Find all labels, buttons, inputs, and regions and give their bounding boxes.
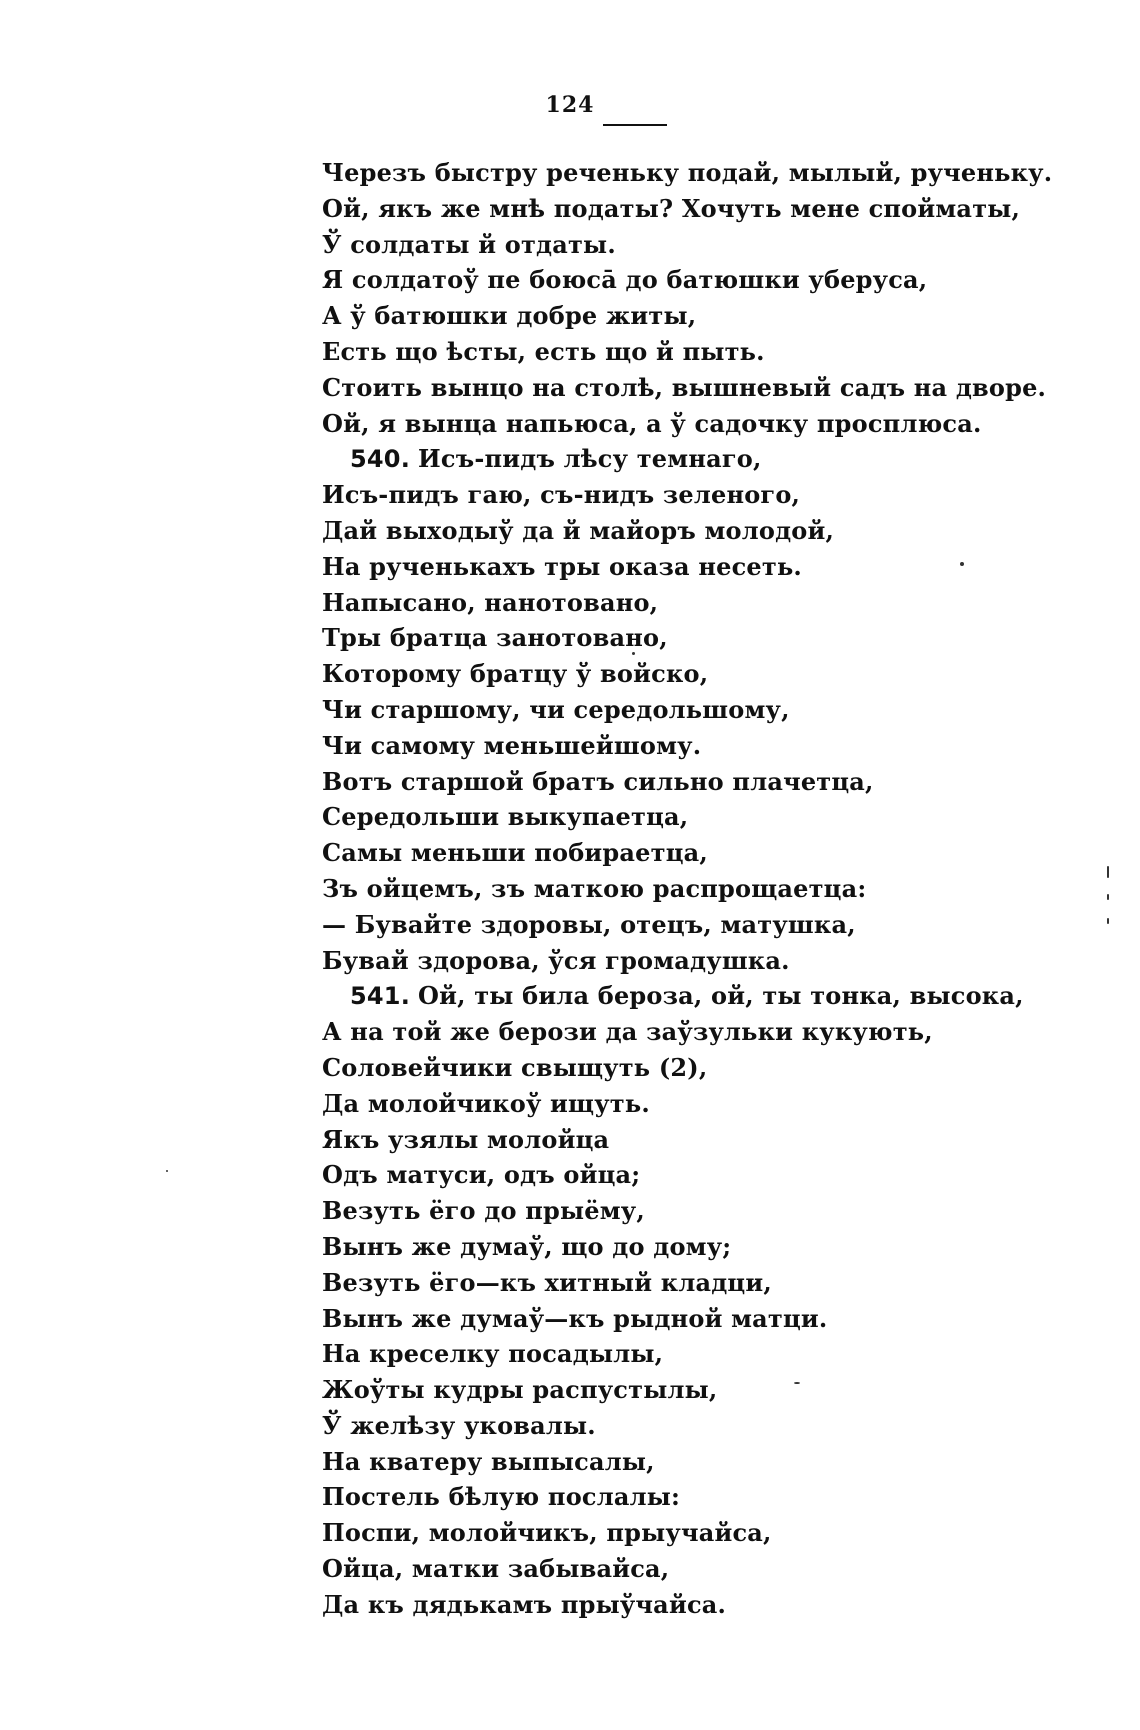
text-line bbox=[322, 1086, 1102, 1122]
text-line bbox=[322, 585, 1102, 621]
line-text: А на той же берози да заўзульки кукують, bbox=[322, 1017, 933, 1047]
text-line bbox=[322, 227, 1102, 263]
text-line bbox=[322, 1193, 1102, 1229]
line-text: Соловейчики свыщуть (2), bbox=[322, 1052, 708, 1082]
scan-speck bbox=[1107, 918, 1109, 924]
verse-number: 541. bbox=[350, 982, 411, 1011]
line-text: На креселку посадылы, bbox=[322, 1339, 664, 1369]
scan-speck bbox=[960, 562, 964, 566]
line-text: Дай выходыў да й майоръ молодой, bbox=[322, 515, 835, 545]
text-line bbox=[322, 1229, 1102, 1265]
line-text: Вынъ же думаў—къ рыдной матци. bbox=[322, 1303, 828, 1333]
scan-speck bbox=[794, 1382, 800, 1384]
text-line bbox=[322, 370, 1102, 406]
text-line bbox=[322, 835, 1102, 871]
line-text: Есть що ѣсты, есть що й пыть. bbox=[322, 336, 765, 366]
text-line bbox=[322, 1122, 1102, 1158]
text-line bbox=[322, 1050, 1102, 1086]
text-line bbox=[322, 692, 1102, 728]
line-text: А ў батюшки добре житы, bbox=[322, 301, 697, 331]
text-line bbox=[322, 1014, 1102, 1050]
text-line bbox=[322, 943, 1102, 979]
line-text: — Бувайте здоровы, отецъ, матушка, bbox=[322, 909, 856, 939]
line-text: Середольши выкупаетца, bbox=[322, 802, 689, 832]
page-number-underline bbox=[603, 124, 667, 126]
line-text: Исъ-пидъ лѣсу темнаго, bbox=[418, 444, 762, 474]
line-text: Вынъ же думаў, що до дому; bbox=[322, 1231, 732, 1261]
line-text: Стоить вынцо на столѣ, вышневый садъ на дворе. bbox=[322, 372, 1047, 402]
text-line bbox=[322, 1587, 1102, 1623]
line-text: Которому братцу ў войско, bbox=[322, 659, 709, 689]
line-text: Зъ ойцемъ, зъ маткою распрощаетца: bbox=[322, 873, 867, 903]
line-text: На рученькахъ тры оказа несеть. bbox=[322, 551, 802, 581]
line-text: Ой, ты била бероза, ой, ты тонка, высока, bbox=[418, 981, 1024, 1011]
line-text: Ой, я вынца напьюса, а ў садочку просплюса. bbox=[322, 408, 982, 438]
text-line bbox=[322, 513, 1102, 549]
line-text: Поспи, молойчикъ, прыучайса, bbox=[322, 1518, 772, 1548]
text-line bbox=[322, 298, 1102, 334]
text-line bbox=[322, 1265, 1102, 1301]
line-text: Ойца, матки забывайса, bbox=[322, 1554, 670, 1584]
line-text: Самы меньши побираетца, bbox=[322, 838, 708, 868]
line-text: Ў солдаты й отдаты. bbox=[322, 229, 616, 259]
text-line bbox=[322, 1372, 1102, 1408]
text-line bbox=[322, 1444, 1102, 1480]
line-text: Исъ-пидъ гаю, съ-нидъ зеленого, bbox=[322, 480, 801, 510]
text-line bbox=[322, 764, 1102, 800]
scan-speck bbox=[166, 1170, 168, 1172]
line-text: Я солдатоў пе боюса̄ до батюшки уберуса, bbox=[322, 265, 928, 295]
text-line bbox=[322, 1479, 1102, 1515]
line-text: Вотъ старшой братъ сильно плачетца, bbox=[322, 766, 874, 796]
text-line bbox=[322, 334, 1102, 370]
text-line bbox=[322, 907, 1102, 943]
text-line bbox=[322, 1515, 1102, 1551]
line-text: Да къ дядькамъ прыўчайса. bbox=[322, 1589, 727, 1619]
text-line bbox=[322, 155, 1102, 191]
line-text: Одъ матуси, одъ ойца; bbox=[322, 1160, 641, 1190]
text-line bbox=[322, 620, 1102, 656]
line-text: Да молойчикоў ищуть. bbox=[322, 1088, 650, 1118]
poem-text-block bbox=[322, 155, 1102, 1623]
verse-number: 540. bbox=[350, 445, 411, 474]
scan-speck bbox=[632, 652, 635, 655]
line-text: Напысано, нанотовано, bbox=[322, 587, 659, 617]
line-text: Тры братца занотовано, bbox=[322, 623, 668, 653]
line-text: Якъ узялы молойца bbox=[322, 1124, 610, 1154]
line-text: Постель бѣлую послалы: bbox=[322, 1482, 681, 1512]
text-line bbox=[322, 406, 1102, 442]
text-line bbox=[322, 1157, 1102, 1193]
text-line bbox=[322, 656, 1102, 692]
text-line bbox=[322, 978, 1102, 1014]
line-text: На кватеру выпысалы, bbox=[322, 1446, 655, 1476]
text-line bbox=[322, 871, 1102, 907]
text-line bbox=[322, 1551, 1102, 1587]
line-text: Везуть ёго до прыёму, bbox=[322, 1196, 645, 1226]
text-line bbox=[322, 1408, 1102, 1444]
text-line bbox=[322, 262, 1102, 298]
text-line bbox=[322, 799, 1102, 835]
scan-speck bbox=[1107, 866, 1109, 878]
line-text: Ой, якъ же мнѣ податы? Хочуть мене спойматы, bbox=[322, 193, 1021, 223]
scan-speck bbox=[1107, 894, 1109, 900]
page-number: 124 bbox=[545, 92, 595, 118]
text-line bbox=[322, 1336, 1102, 1372]
text-line bbox=[322, 191, 1102, 227]
text-line bbox=[322, 1301, 1102, 1337]
text-line bbox=[322, 477, 1102, 513]
line-text: Чи самому меньшейшому. bbox=[322, 730, 702, 760]
line-text: Жоўты кудры распустылы, bbox=[322, 1375, 718, 1405]
line-text: Черезъ быстру реченьку подай, мылый, рученьку. bbox=[322, 158, 1053, 187]
line-text: Бувай здорова, ўся громадушка. bbox=[322, 945, 790, 975]
text-line bbox=[322, 728, 1102, 764]
text-line bbox=[322, 549, 1102, 585]
text-line bbox=[322, 441, 1102, 477]
line-text: Чи старшому, чи середольшому, bbox=[322, 694, 790, 724]
line-text: Ў желѣзу уковалы. bbox=[322, 1410, 596, 1440]
line-text: Везуть ёго—къ хитный кладци, bbox=[322, 1267, 772, 1297]
